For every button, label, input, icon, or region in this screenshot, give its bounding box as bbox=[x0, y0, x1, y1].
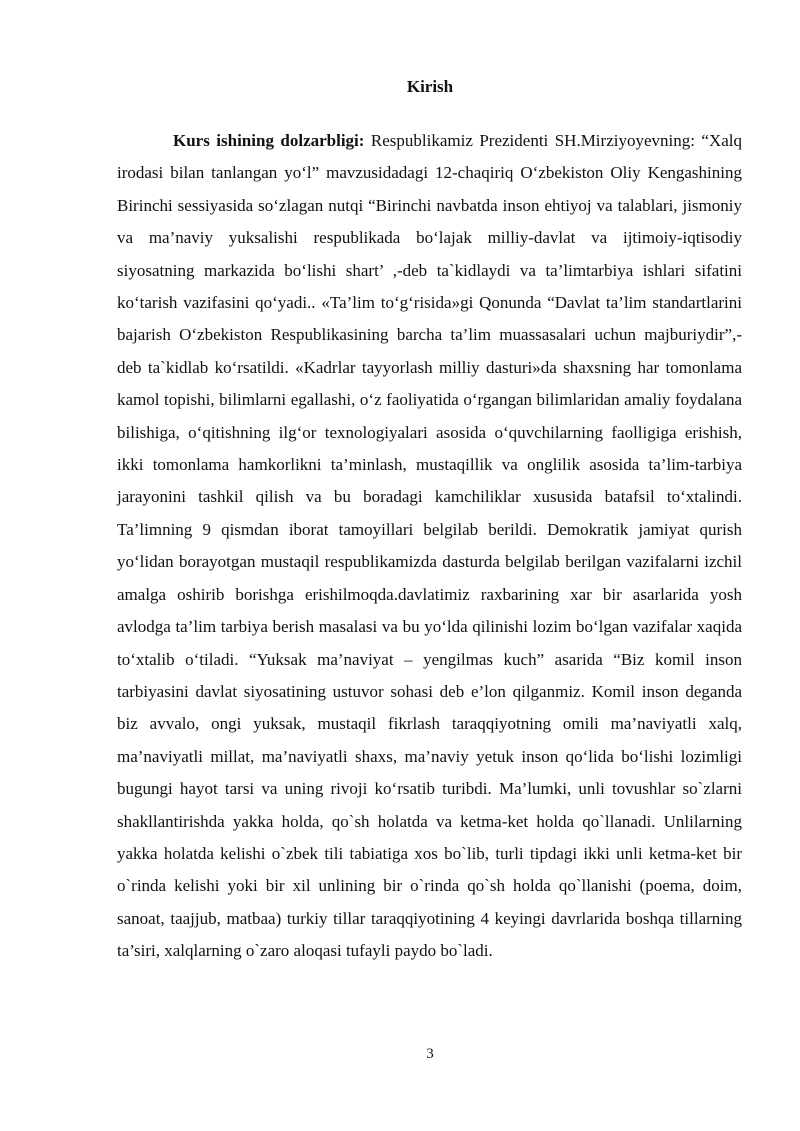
paragraph-text: Respublikamiz Prezidenti SH.Mirziyoyevning: “Xalq irodasi bilan tanlangan yo‘l” mavzusidadagi 12-chaqiriq O‘zbekiston Oliy Kengashining Birinchi sessiyasida so‘zlagan nutqi “Birinchi navbatda inson ehtiyoj va talablari, jismoniy va ma’naviy yuksalishi respublikada bo‘lajak milliy-davlat va ijtimoiy-iqtisodiy siyosatning markazida bo‘lishi shart’ ,-deb ta`kidlaydi va ta’limtarbiya ishlari sifatini ko‘tarish vazifasini qo‘yadi.. «Ta’lim to‘g‘risida»gi Qonunda “Davlat ta’lim standartlarini bajarish O‘zbekiston Respublikasining barcha ta’lim muassasalari uchun majburiydir”,- deb ta`kidlab ko‘rsatildi. «Kadrlar tayyorlash milliy dasturi»da shaxsning har tomonlama kamol topishi, bilimlarni egallashi, o‘z faoliyatida o‘rgangan bilimlaridan amaliy foydalana bilishiga, o‘qitishning ilg‘or texnologiyalari asosida o‘quvchilarning faolligiga erishish, ikki tomonlama hamkorlikni ta’minlash, mustaqillik va onglilik asosida ta’lim-tarbiya jarayonini tashkil qilish va bu boradagi kamchiliklar xususida batafsil to‘xtalindi. Ta’limning 9 qismdan iborat tamoyillari belgilab berildi. Demokratik jamiyat qurish yo‘lidan borayotgan mustaqil respublikamizda dasturda belgilab berilgan vazifalarni izchil amalga oshirib borishga erishilmoqda.davlatimiz raxbarining xar bir asarlarida yosh avlodga ta’lim tarbiya berish masalasi va bu yo‘lda qilinishi lozim bo‘lgan vazifalar xaqida to‘xtalib o‘tiladi. “Yuksak ma’naviyat – yengilmas kuch” asarida “Biz komil inson tarbiyasini davlat siyosatining ustuvor sohasi deb e’lon qilganmiz. Komil inson deganda biz avvalo, ongi yuksak, mustaqil fikrlash taraqqiyotning omili ma’naviyatli xalq, ma’naviyatli millat, ma’naviyatli shaxs, ma’naviy yetuk inson qo‘lida bo‘lishi lozimligi bugungi hayot tarsi va uning rivoji ko‘rsatib turibdi. Ma’lumki, unli tovushlar so`zlarni shakllantirishda yakka holda, qo`sh holatda va ketma-ket holda qo`llanadi. Unlilarning yakka holatda kelishi o`zbek tili tabiatiga xos bo`lib, turli tipdagi ikki unli ketma-ket bir o`rinda kelishi yoki bir xil unlining bir o`rinda qo`sh holda qo`llanishi (poema, doim, sanoat, taajjub, matbaa) turkiy tillar taraqqiyotining 4 keyingi davrlarida boshqa tillarning ta’siri, xalqlarning o`zaro aloqasi tufayli paydo bo`ladi. bbox=[117, 131, 742, 961]
paragraph-lead: Kurs ishining dolzarbligi: bbox=[173, 131, 365, 150]
body-paragraph bbox=[117, 125, 742, 968]
page-title: Kirish bbox=[406, 77, 454, 96]
page-number: 3 bbox=[426, 1046, 434, 1062]
